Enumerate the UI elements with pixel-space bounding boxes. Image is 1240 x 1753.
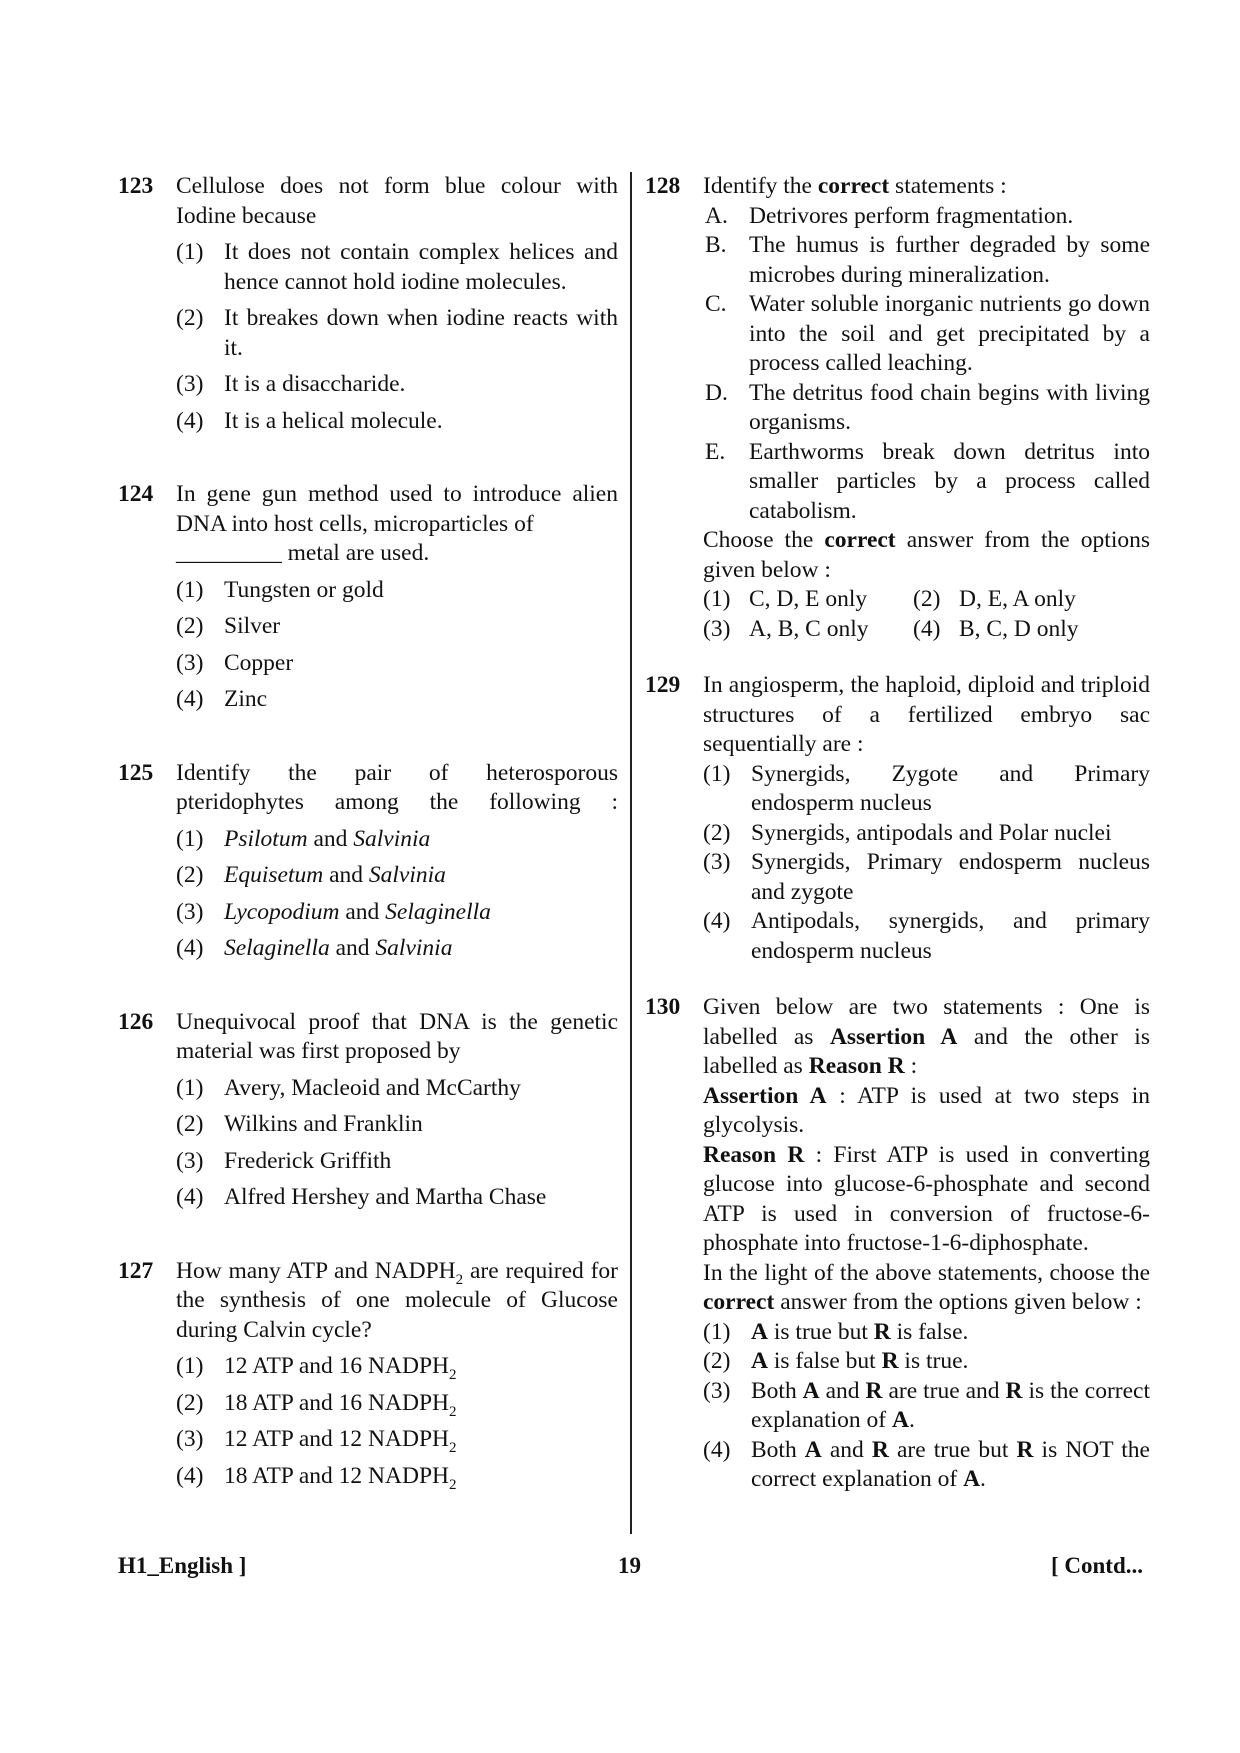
bold-text: R — [873, 1318, 891, 1345]
statement-c — [703, 290, 1150, 379]
right-column — [645, 172, 1150, 1495]
option-number: (3) — [703, 1377, 731, 1404]
option-3 — [176, 370, 618, 400]
option-text: D, E, A only — [959, 586, 1076, 612]
text-run: In the light of the above statements, choose the — [703, 1259, 1150, 1286]
question-text — [176, 1257, 618, 1346]
text-run: is false. — [890, 1318, 969, 1345]
question-text — [703, 172, 1150, 202]
statement-d — [703, 379, 1150, 438]
option-4 — [176, 407, 618, 437]
option-3 — [703, 615, 913, 645]
question-text: Identify the pair of heterosporous pteridophytes among the following : — [176, 759, 618, 815]
option-3 — [703, 1377, 1150, 1436]
option-2 — [176, 612, 618, 642]
question-number: 130 — [645, 994, 681, 1020]
option-text: Synergids, antipodals and Polar nuclei — [751, 819, 1112, 846]
species-name: Selaginella — [224, 935, 330, 961]
subscript: 2 — [449, 1403, 457, 1420]
question-text-start: How many ATP and NADPH — [176, 1257, 456, 1284]
reason-label: Reason R — [703, 1141, 805, 1168]
option-text: Alfred Hershey and Martha Chase — [224, 1184, 547, 1210]
bold-text: R — [1016, 1436, 1034, 1463]
text-run: is true. — [898, 1348, 969, 1374]
option-number: (2) — [176, 862, 204, 888]
text-run: Identify the — [703, 173, 818, 199]
question-127 — [118, 1257, 618, 1492]
text-run: and — [821, 1436, 872, 1463]
option-text: Tungsten or gold — [224, 576, 384, 603]
option-number: (1) — [703, 1318, 731, 1345]
option-4 — [176, 1462, 618, 1492]
option-text: A, B, C only — [749, 615, 869, 642]
conjunction: and — [345, 898, 380, 925]
statement-label: B. — [705, 232, 727, 258]
option-2 — [703, 1347, 1150, 1377]
question-126 — [118, 1008, 618, 1213]
species-name: Equisetum — [224, 862, 324, 888]
reason-text: : First ATP is used in converting glucose into glucose-6-phosphate and second ATP is used in conversion of fructose-6-phosphate into fructose-1-6-diphosphate. — [703, 1141, 1150, 1256]
statement-label: A. — [705, 202, 728, 229]
subscript: 2 — [449, 1440, 457, 1456]
bold-text: correct — [817, 173, 890, 199]
option-3 — [176, 898, 618, 928]
text-run: answer from the options given below : — [774, 1289, 1142, 1315]
species-name: Salvinia — [353, 825, 431, 852]
species-name: Salvinia — [375, 935, 453, 961]
reason — [703, 1141, 1150, 1259]
option-number: (1) — [176, 1074, 204, 1101]
question-number: 124 — [118, 481, 154, 507]
option-number: (4) — [176, 935, 204, 961]
question-text-start: In gene gun method used to introduce alien DNA into host cells, microparticles of — [176, 481, 618, 537]
option-2 — [913, 585, 1150, 615]
bold-text: R — [1005, 1377, 1023, 1404]
option-number: (1) — [176, 239, 204, 265]
conjunction: and — [335, 935, 370, 961]
option-text: It does not contain complex helices and hence cannot hold iodine molecules. — [224, 239, 618, 295]
option-4 — [703, 1436, 1150, 1495]
option-text: It is a helical molecule. — [224, 407, 443, 434]
choose-instruction — [703, 526, 1150, 585]
option-1 — [703, 760, 1150, 819]
option-number: (2) — [703, 819, 731, 846]
option-number: (4) — [703, 1436, 731, 1463]
question-text: Unequivocal proof that DNA is the genetic material was first proposed by — [176, 1008, 618, 1064]
option-number: (1) — [703, 760, 731, 787]
question-number: 127 — [118, 1257, 154, 1284]
question-number: 129 — [645, 672, 681, 698]
option-number: (3) — [703, 615, 731, 642]
bold-text: correct — [824, 527, 896, 553]
conjunction: and — [313, 825, 348, 852]
option-number: (4) — [176, 1184, 204, 1210]
question-number: 125 — [118, 759, 154, 786]
footer-continued: [ Contd... — [1050, 1553, 1143, 1578]
statement-text: Water soluble inorganic nutrients go down into the soil and get precipitated by a process called leaching. — [749, 291, 1150, 376]
species-name: Lycopodium — [224, 898, 340, 925]
option-1 — [176, 825, 618, 855]
text-run: and the other is labelled as — [703, 1023, 1150, 1079]
option-number: (2) — [913, 586, 941, 612]
option-1 — [176, 238, 618, 297]
bold-text: A — [891, 1407, 909, 1433]
option-number: (3) — [176, 898, 204, 925]
option-3 — [176, 1425, 618, 1455]
question-number: 123 — [118, 173, 154, 199]
option-text: Copper — [224, 649, 294, 676]
option-2 — [176, 304, 618, 363]
statement-a — [703, 202, 1150, 232]
question-128 — [645, 172, 1150, 644]
option-text: 12 ATP and 12 NADPH — [224, 1426, 450, 1452]
option-number: (3) — [703, 849, 731, 875]
option-2 — [176, 861, 618, 891]
option-number: (1) — [176, 825, 204, 852]
bold-text: R — [881, 1348, 899, 1374]
option-text: B, C, D only — [959, 615, 1079, 642]
option-number: (2) — [176, 613, 204, 639]
option-4 — [913, 615, 1150, 645]
question-125 — [118, 759, 618, 964]
option-number: (3) — [176, 1426, 204, 1452]
bold-text: Reason R — [808, 1053, 905, 1079]
options-grid — [703, 585, 1150, 644]
option-text: It is a disaccharide. — [224, 371, 406, 397]
option-number: (3) — [176, 371, 204, 397]
option-text: 18 ATP and 12 NADPH — [224, 1462, 450, 1489]
statement-text: The humus is further degraded by some microbes during mineralization. — [749, 232, 1150, 288]
option-text: Synergids, Primary endosperm nucleus and zygote — [751, 849, 1150, 905]
text-run: is true but — [767, 1318, 874, 1345]
text-run: and — [819, 1377, 866, 1404]
left-column — [118, 172, 618, 1491]
text-run: are true but — [888, 1436, 1017, 1463]
bold-text: R — [865, 1377, 883, 1404]
question-129 — [645, 671, 1150, 966]
text-run: is false but — [767, 1348, 882, 1374]
option-text: Antipodals, synergids, and primary endosperm nucleus — [751, 908, 1150, 964]
option-number: (2) — [703, 1348, 731, 1374]
option-number: (2) — [176, 1111, 204, 1137]
option-3 — [176, 1147, 618, 1177]
option-number: (2) — [176, 305, 204, 331]
text-run: Choose the — [703, 527, 825, 553]
statement-text: Detrivores perform fragmentation. — [749, 202, 1074, 229]
question-123 — [118, 172, 618, 436]
option-1 — [176, 576, 618, 606]
column-divider — [630, 172, 632, 1534]
text-run: Given below are two statements : One is labelled as — [703, 994, 1150, 1050]
question-text-end: are required for the synthesis of one molecule of Glucose during Calvin cycle? — [176, 1257, 618, 1343]
bold-text: A — [804, 1436, 822, 1463]
question-text-end: metal are used. — [281, 540, 430, 566]
text-run: are true and — [882, 1377, 1006, 1404]
option-4 — [176, 934, 618, 964]
option-4 — [703, 907, 1150, 966]
text-run: . — [980, 1466, 986, 1492]
statement-text: The detritus food chain begins with living organisms. — [749, 379, 1150, 435]
statement-e — [703, 438, 1150, 527]
option-1 — [176, 1074, 618, 1104]
species-name: Psilotum — [224, 825, 308, 852]
question-124 — [118, 480, 618, 715]
assertion-label: Assertion A — [703, 1082, 827, 1109]
choose-instruction — [703, 1259, 1150, 1318]
species-name: Selaginella — [385, 898, 491, 925]
subscript: 2 — [449, 1476, 457, 1493]
option-number: (2) — [176, 1389, 204, 1416]
statement-label: E. — [705, 438, 726, 465]
bold-text: correct — [703, 1289, 775, 1315]
question-text: In angiosperm, the haploid, diploid and triploid structures of a fertilized embryo sac sequentially are : — [703, 672, 1150, 757]
species-name: Salvinia — [368, 862, 446, 888]
bold-text: A — [751, 1318, 768, 1345]
bold-text: A — [802, 1377, 820, 1404]
option-3 — [176, 649, 618, 679]
option-4 — [176, 1183, 618, 1213]
bold-text: R — [871, 1436, 889, 1463]
page-footer — [118, 1553, 1143, 1585]
option-text: C, D, E only — [749, 586, 868, 612]
option-number: (1) — [176, 576, 204, 603]
question-text — [176, 480, 618, 569]
subscript: 2 — [455, 1271, 464, 1288]
answer-blank: _________ — [176, 540, 282, 566]
option-4 — [176, 685, 618, 715]
option-number: (4) — [176, 1462, 204, 1489]
option-2 — [176, 1110, 618, 1140]
text-run: Both — [751, 1377, 803, 1404]
option-text: 12 ATP and 16 NADPH — [224, 1353, 450, 1379]
option-text: Frederick Griffith — [224, 1147, 392, 1174]
option-text: It breakes down when iodine reacts with it. — [224, 305, 618, 361]
option-text: Zinc — [224, 686, 268, 712]
option-text: Synergids, Zygote and Primary endosperm nucleus — [751, 760, 1150, 816]
statement-b — [703, 231, 1150, 290]
option-number: (1) — [176, 1353, 204, 1379]
question-130 — [645, 993, 1150, 1495]
option-1 — [703, 1318, 1150, 1348]
text-run: answer from the options given below : — [703, 527, 1150, 583]
option-text: Wilkins and Franklin — [224, 1111, 423, 1137]
text-run: statements : — [889, 173, 1007, 199]
option-number: (4) — [176, 407, 204, 434]
assertion-text: : ATP is used at two steps in glycolysis. — [703, 1082, 1150, 1138]
bold-text: A — [963, 1466, 981, 1492]
option-number: (4) — [703, 908, 731, 934]
footer-paper-code: H1_English ] — [118, 1553, 247, 1578]
option-3 — [703, 848, 1150, 907]
option-1 — [703, 585, 913, 615]
subscript: 2 — [449, 1367, 457, 1383]
option-1 — [176, 1352, 618, 1382]
option-text: 18 ATP and 16 NADPH — [224, 1389, 450, 1416]
text-run: . — [908, 1407, 915, 1433]
statement-text: Earthworms break down detritus into smaller particles by a process called catabolism. — [749, 438, 1150, 524]
question-text: Cellulose does not form blue colour with Iodine because — [176, 173, 618, 229]
option-text: Silver — [224, 613, 281, 639]
option-number: (3) — [176, 649, 204, 676]
text-run: is NOT the correct explanation of — [751, 1436, 1150, 1492]
option-text: Avery, Macleoid and McCarthy — [224, 1074, 521, 1101]
option-number: (1) — [703, 586, 731, 612]
statement-label: C. — [705, 291, 727, 317]
bold-text: A — [751, 1348, 768, 1374]
text-run: : — [904, 1053, 918, 1079]
question-number: 126 — [118, 1008, 154, 1035]
statement-label: D. — [705, 379, 728, 406]
text-run: Both — [751, 1436, 805, 1463]
assertion — [703, 1082, 1150, 1141]
option-number: (4) — [176, 686, 204, 712]
question-intro — [703, 993, 1150, 1082]
option-2 — [703, 819, 1150, 849]
option-2 — [176, 1389, 618, 1419]
option-number: (3) — [176, 1147, 204, 1174]
text-run: is the correct explanation of — [751, 1377, 1150, 1433]
page-number: 19 — [618, 1553, 641, 1578]
bold-text: Assertion A — [829, 1023, 958, 1050]
question-number: 128 — [645, 173, 681, 199]
conjunction: and — [329, 862, 364, 888]
option-number: (4) — [913, 615, 941, 642]
